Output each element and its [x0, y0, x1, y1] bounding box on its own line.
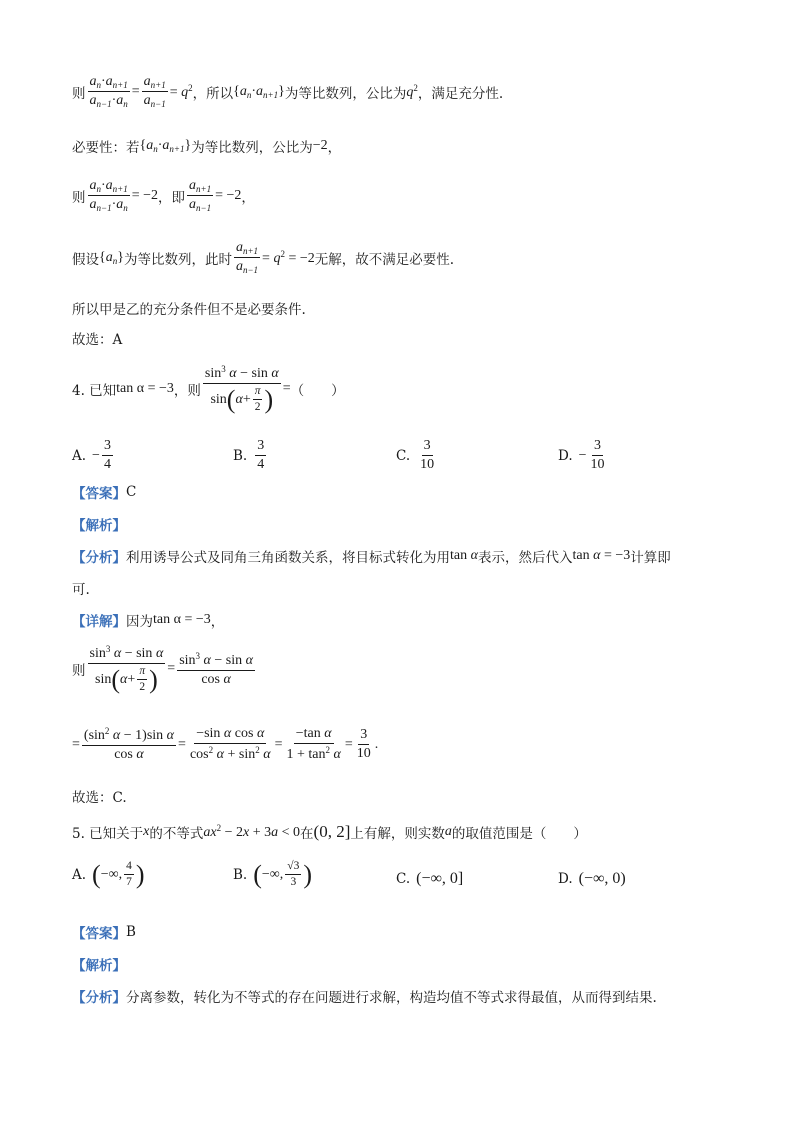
text-segment: 为等比数列，公比为 [284, 85, 407, 102]
ratio-fraction: $\frac{a_n\cdot a_{n+1}}{a_{n-1}\cdot a_n}$ [89, 74, 128, 110]
answer-tag: 【答案】 [72, 926, 126, 942]
target-expression: $\sin^3 \alpha - \sin \alpha$ sin ( α + $\frac{\pi}{2}$ ) [204, 364, 279, 414]
q4-option-b[interactable]: B. $\frac{3}{4}$ [233, 438, 265, 473]
q5-fenxi: 【分析】 分离参数，转化为不等式的存在问题进行求解，构造均值不等式求得最值，从而得到结果. [72, 986, 657, 1006]
text-segment: 为等比数列，此时 [123, 251, 232, 268]
q5-answer [72, 922, 136, 942]
analysis-tag: 【解析】 [72, 518, 126, 534]
analysis-tag: 【解析】 [72, 958, 126, 974]
text-segment: ，满足充分性. [417, 85, 504, 102]
text-segment: ， [327, 140, 342, 156]
question-5-stem: 5. 已知关于 x 的不等式 $ax^2 - 2x + 3a < 0$ 在 (0, 2] 上有解，则实数 a 的取值范围是（ ） [72, 822, 587, 842]
q4-fenxi-cont: 可. [72, 582, 90, 598]
text-segment: ， [241, 189, 255, 206]
fenxi-tag: 【分析】 [72, 990, 126, 1006]
proof-line-3: 则 $\frac{a_n\cdot a_{n+1}}{a_{n-1}\cdot a_n}$ = −2 ，即 $\frac{a_{n+1}}{a_{n-1}}$ = −2 ， [72, 178, 255, 214]
q4-fenxi: 【分析】 利用诱导公式及同角三角函数关系，将目标式转化为用 tan α 表示，然后代入 tan α = −3 计算即 [72, 548, 671, 566]
text-segment: 则 [72, 189, 86, 206]
q4-option-d[interactable]: D. − $\frac{3}{10}$ [558, 438, 605, 473]
q5-option-c[interactable]: C. (−∞, 0] [396, 870, 464, 887]
answer-value: C [126, 484, 137, 500]
proof-line-2: 必要性：若 $\{a_n\cdot a_{n+1}\}$ 为等比数列，公比为 −2 ， [72, 138, 342, 156]
q5-option-a[interactable]: A. ( −∞, $\frac{4}{7}$ ) [72, 859, 145, 889]
proof-line-6: 故选：A [72, 332, 123, 348]
text-segment: ，则 [173, 383, 201, 400]
q5-option-b[interactable]: B. ( −∞, $\frac{√3}{3}$ ) [233, 859, 313, 889]
given-condition: tan α = −3 [116, 381, 174, 397]
question-4-stem: 4. 已知 tan α = −3 ，则 $\sin^3 \alpha - \sin \alpha$ sin ( α + $\frac{\pi}{2}$ ) = （ ） [72, 364, 345, 414]
text-segment: 假设 [72, 251, 99, 268]
q4-conclusion: 故选：C. [72, 790, 127, 806]
q4-answer [72, 482, 136, 502]
detail-tag: 【详解】 [72, 614, 126, 630]
text-segment: 无解，故不满足必要性. [314, 251, 455, 268]
ratio-fraction-2: $\frac{a_{n+1}}{a_{n-1}}$ [143, 74, 166, 110]
answer-blank: （ ） [290, 383, 345, 400]
text-segment: 为等比数列，公比为 [191, 140, 313, 156]
q4-option-c[interactable]: C. $\frac{3}{10}$ [396, 438, 435, 473]
proof-line-1: 则 $\frac{a_n\cdot a_{n+1}}{a_{n-1}\cdot a_n}$ = $\frac{a_{n+1}}{a_{n-1}}$ = $q^2$ ，所以 $\{a_n\cdot a_{n+1}\}$ 为等比数列，公比为 $q^2$ ，满足充分性. [72, 74, 504, 110]
q5-analysis-heading [72, 954, 126, 974]
text-segment: 必要性：若 [72, 140, 140, 156]
answer-value: B [126, 924, 136, 940]
fenxi-tag: 【分析】 [72, 550, 126, 566]
question-number: 4. 已知 [72, 383, 117, 400]
q4-detail: 【详解】 因为 tan α = −3 ， [72, 612, 225, 630]
q4-detail-step-2: = $\frac{(\sin^2 \alpha - 1)\sin \alpha}{\text{cos α}}$ = $\frac{\text{−sin α cos α}}{\cos^2 \alpha + \sin^2 \alpha}$ = $\frac{\text{−tan α}}{1 + \tan^2 \alpha}$ = $\frac{3}{10}$ . [72, 726, 379, 763]
proof-line-4: 假设 $\{a_n\}$ 为等比数列，此时 $\frac{a_{n+1}}{a_{n-1}}$ = $q^2 = -2$ 无解，故不满足必要性. [72, 240, 455, 276]
q5-option-d[interactable]: D. (−∞, 0) [558, 870, 626, 887]
q4-detail-step-1: 则 $\sin^3 \alpha - \sin \alpha$ sin ( α + $\frac{\pi}{2}$ ) = $\frac{\sin^3 \alpha - \sin \alpha}{\text{cos α}}$ [72, 644, 253, 694]
text-segment: ，所以 [192, 85, 234, 102]
q4-analysis-heading [72, 514, 126, 534]
ratio-value: −2 [312, 138, 328, 153]
answer-tag: 【答案】 [72, 486, 126, 502]
text-segment: 则 [72, 85, 86, 102]
proof-line-5: 所以甲是乙的充分条件但不是必要条件. [72, 302, 306, 318]
q4-option-a[interactable]: A. − $\frac{3}{4}$ [72, 438, 111, 473]
text-segment: ，即 [158, 189, 186, 206]
